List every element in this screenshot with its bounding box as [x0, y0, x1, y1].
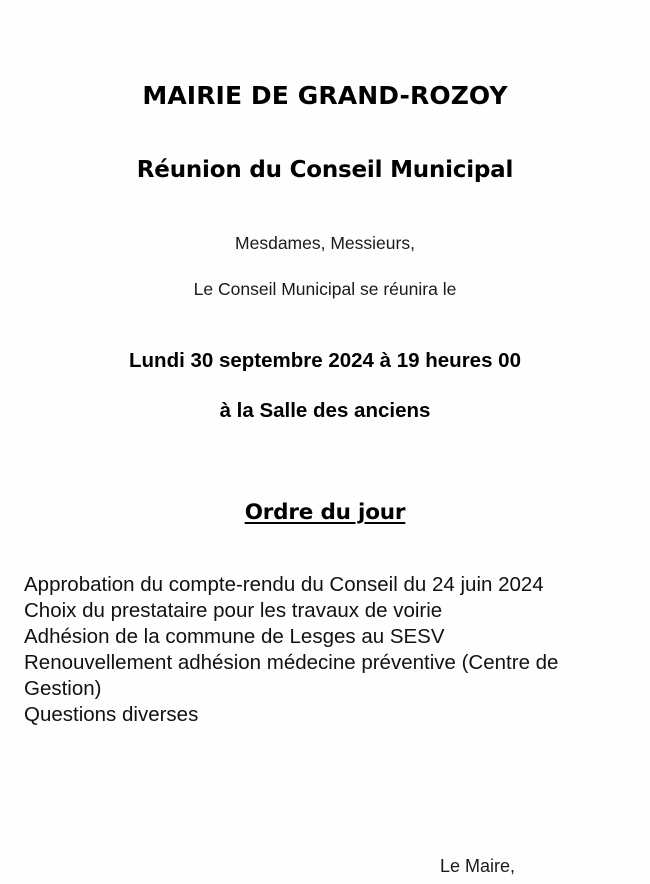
agenda-list: [24, 572, 602, 728]
salutation-block: [0, 232, 650, 300]
salutation-line: Mesdames, Messieurs,: [235, 233, 415, 253]
agenda-item: Choix du prestataire pour les travaux de voirie: [24, 599, 443, 622]
document-subject: Réunion du Conseil Municipal: [136, 157, 514, 184]
agenda-heading: [0, 499, 650, 526]
intro-line: Le Conseil Municipal se réunira le: [193, 279, 457, 299]
agenda-item: Adhésion de la commune de Lesges au SESV: [24, 625, 445, 648]
agenda-heading-text: Ordre du jour: [244, 500, 406, 525]
meeting-place: à la Salle des anciens: [219, 399, 431, 422]
agenda-item: Approbation du compte-rendu du Conseil du 24 juin 2024: [24, 573, 544, 596]
agenda-item: Renouvellement adhésion médecine préventive (Centre de Gestion): [24, 651, 559, 700]
agenda-item: Questions diverses: [24, 703, 199, 726]
meeting-datetime: Lundi 30 septembre 2024 à 19 heures 00: [129, 349, 521, 372]
signature-line: Le Maire,: [440, 856, 516, 876]
page-title: MAIRIE DE GRAND-ROZOY: [142, 80, 508, 110]
